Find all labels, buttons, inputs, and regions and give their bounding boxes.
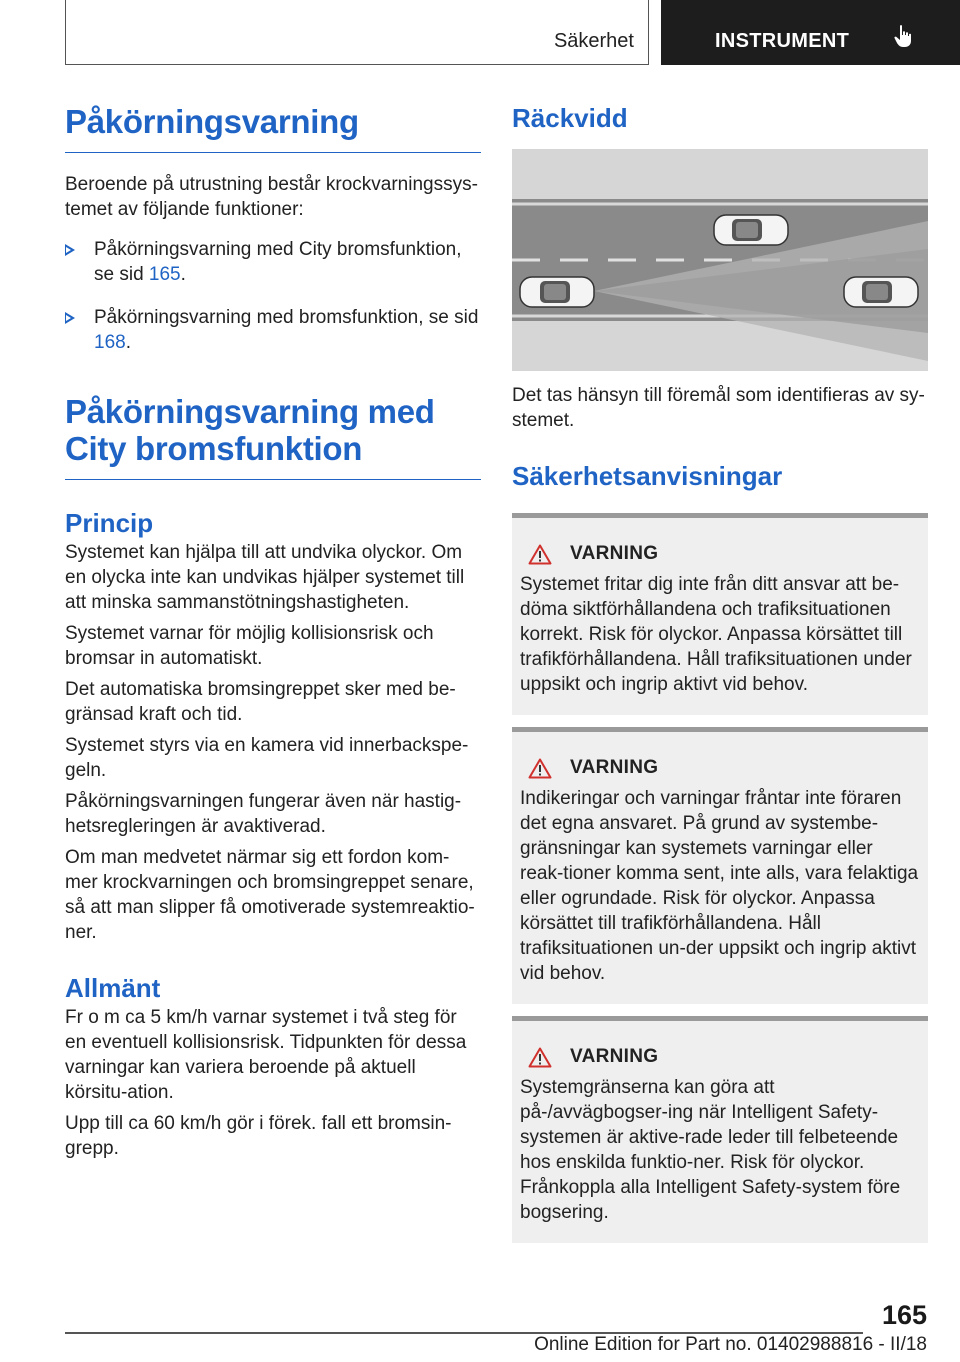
- car-icon: [844, 277, 918, 307]
- warning-triangle-icon: [528, 758, 552, 779]
- heading-rackvidd: Räckvidd: [512, 103, 628, 133]
- range-illustration: [512, 149, 928, 371]
- princip-paragraph: Systemet styrs via en kamera vid innerbackspe-geln.: [65, 735, 469, 781]
- page-number: 165: [881, 1300, 927, 1330]
- warning-label: VARNING: [570, 757, 659, 778]
- princip-paragraph: Det automatiska bromsingreppet sker med be-gränsad kraft och tid.: [65, 679, 456, 725]
- heading-allmant: Allmänt: [65, 973, 161, 1003]
- heading-safety: Säkerhetsanvisningar: [512, 461, 783, 491]
- road-range-diagram: [512, 149, 928, 371]
- warning-box: [512, 513, 928, 715]
- warning-label: VARNING: [570, 1046, 659, 1067]
- header-chapter-tab: [661, 0, 960, 65]
- princip-paragraph: Systemet kan hjälpa till att undvika olyckor. Om en olycka inte kan undvikas hjälper systemet till att minska sammanstötningshastigheten.: [65, 542, 465, 613]
- warning-text: Indikeringar och varningar fråntar inte föraren det egna ansvaret. På grund av systembe-gränsningar kan systemets varningar eller reak-tioner komma sent, inte alls, vara felaktiga eller ogrundade. Risk för olyckor. Anpassa körsättet till trafikförhållandena. Håll trafiksituationen un-der uppsikt och ingrip aktivt vid behov.: [520, 788, 919, 984]
- princip-paragraph: Om man medvetet närmar sig ett fordon kom-mer krockvarningen och bromsingreppet senare, så att man slipper få omotiverade systemreaktio-ner.: [65, 847, 475, 943]
- footer-edition: Online Edition for Part no. 01402988816 - II/18: [534, 1334, 927, 1355]
- header-chapter-label: INSTRUMENT: [715, 30, 850, 52]
- intro-paragraph: Beroende på utrustning består krockvarningssys-temet av följande funktioner:: [65, 174, 478, 220]
- allmant-paragraph: Fr o m ca 5 km/h varnar systemet i två steg för en eventuell kollisionsrisk. Tidpunkten för dessa varningar kan variera beroende på aktuell körsitu-ation.: [65, 1007, 467, 1103]
- warning-label: VARNING: [570, 543, 659, 564]
- warning-text: Systemgränserna kan göra att på-/avvägbogser-ing när Intelligent Safety-systemen är aktive-rade leder till felbeteende hos enskilda funktio-ner. Risk för olyckor. Frånkoppla alla Intelligent Safety-system före bogsering.: [520, 1077, 901, 1223]
- page-link-168[interactable]: 168: [94, 332, 126, 353]
- header-section-tab: [65, 0, 649, 65]
- left-column: [65, 103, 481, 1161]
- bullet-item: Påkörningsvarning med bromsfunktion, se sid 168.: [65, 305, 481, 355]
- bullet-item: Påkörningsvarning med City bromsfunktion, se sid 165.: [65, 237, 481, 287]
- princip-paragraph: Systemet varnar för möjlig kollisionsrisk och bromsar in automatiskt.: [65, 623, 434, 669]
- page-link-165[interactable]: 165: [148, 264, 181, 285]
- warning-triangle-icon: [528, 1047, 552, 1068]
- header-section-label: Säkerhet: [553, 30, 634, 52]
- warning-box: [512, 1016, 928, 1243]
- car-icon: [520, 277, 594, 307]
- bullet-triangle-icon: [65, 312, 75, 324]
- warning-text: Systemet fritar dig inte från ditt ansvar att be-döma siktförhållandena och trafiksituationen korrekt. Risk för olyckor. Anpassa körsättet till trafikförhållandena. Håll trafiksituationen under uppsikt och ingrip aktivt vid behov.: [520, 574, 912, 695]
- figure-caption: Det tas hänsyn till föremål som identifieras av sy-stemet.: [512, 385, 925, 431]
- allmant-paragraph: Upp till ca 60 km/h gör i förek. fall ett bromsin-grepp.: [65, 1113, 452, 1159]
- car-icon: [714, 215, 788, 245]
- warning-box: [512, 727, 928, 1004]
- heading-collision-warning: Påkörningsvarning: [65, 103, 481, 153]
- heading-city-brake: Påkörningsvarning med City bromsfunktion: [65, 393, 481, 480]
- heading-princip: Princip: [65, 508, 154, 538]
- hand-pointer-icon: [893, 24, 915, 48]
- bullet-triangle-icon: [65, 244, 75, 256]
- princip-paragraph: Påkörningsvarningen fungerar även när hastig-hetsregleringen är avaktiverad.: [65, 791, 462, 837]
- warning-triangle-icon: [528, 544, 552, 565]
- right-column: [512, 103, 928, 1243]
